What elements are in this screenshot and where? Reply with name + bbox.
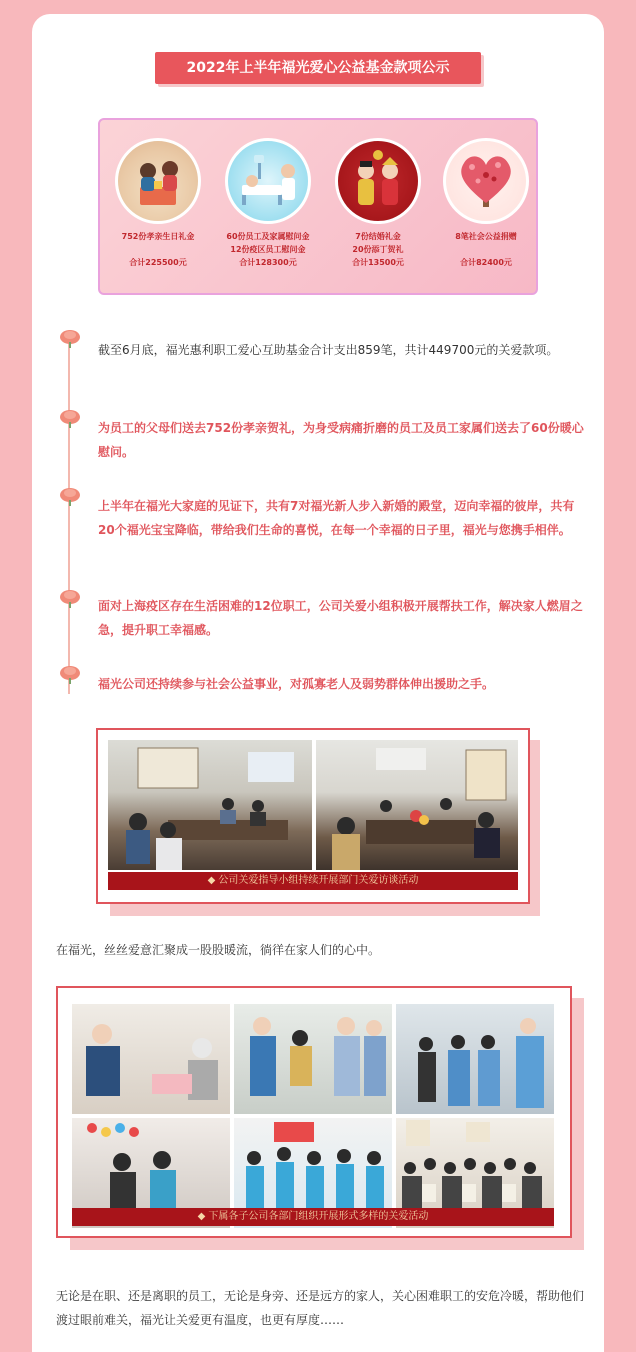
heart-tree-illustration-icon bbox=[443, 138, 529, 224]
wedding-couple-illustration-icon bbox=[335, 138, 421, 224]
summary-item-line2: 20份添丁贺礼 bbox=[352, 245, 404, 254]
meeting-photo-1 bbox=[108, 740, 312, 870]
page-title: 2022年上半年福光爱心公益基金款项公示 bbox=[155, 52, 481, 84]
summary-item-donation bbox=[436, 138, 536, 269]
summary-item-line1: 752份孝亲生日礼金 bbox=[121, 232, 195, 241]
carnation-icon bbox=[59, 664, 81, 684]
activity-photo-1 bbox=[72, 1004, 230, 1114]
carnation-icon bbox=[59, 408, 81, 428]
fund-summary-panel bbox=[98, 118, 538, 295]
activity-photo-2 bbox=[234, 1004, 392, 1114]
summary-item-total: 合计128300元 bbox=[239, 258, 297, 267]
carnation-icon bbox=[59, 328, 81, 348]
paragraph-closing: 无论是在职、还是离职的员工，无论是身旁、还是远方的家人，关心困难职工的安危冷暖，帮助他们渡过眼前难关，福光让关爱更有温度，也更有厚度…… bbox=[56, 1289, 585, 1327]
summary-item-total: 合计225500元 bbox=[129, 258, 187, 267]
meeting-photo-2 bbox=[316, 740, 518, 870]
summary-item-total: 合计82400元 bbox=[460, 258, 512, 267]
paragraph-weddings: 上半年在福光大家庭的见证下，共有7对福光新人步入新婚的殿堂，迈向幸福的彼岸，共有20个福光宝宝降临，带给我们生命的喜悦，在每一个幸福的日子里，福光与您携手相伴。 bbox=[98, 499, 575, 537]
timeline-line bbox=[68, 336, 70, 694]
photo-caption-visits: ◆ 公司关爱指导小组持续开展部门关爱访谈活动 bbox=[108, 872, 518, 890]
summary-item-line2 bbox=[108, 243, 208, 256]
carnation-icon bbox=[59, 588, 81, 608]
birthday-gift-illustration-icon bbox=[115, 138, 201, 224]
summary-item-line2 bbox=[436, 243, 536, 256]
summary-item-line1: 8笔社会公益捐赠 bbox=[455, 232, 517, 241]
paragraph-total-expense: 截至6月底，福光惠利职工爱心互助基金合计支出859笔，共计449700元的关爱款项。 bbox=[98, 343, 559, 357]
paragraph-shanghai-aid: 面对上海疫区存在生活困难的12位职工，公司关爱小组积极开展帮扶工作，解决家人燃眉之急，提升职工幸福感。 bbox=[98, 599, 583, 637]
summary-item-wedding bbox=[328, 138, 428, 269]
paragraph-warmth: 在福光，丝丝爱意汇聚成一股股暖流，徜徉在家人们的心中。 bbox=[56, 943, 381, 957]
summary-item-condolence bbox=[218, 138, 318, 269]
summary-item-total: 合计13500元 bbox=[352, 258, 404, 267]
summary-item-line1: 7份结婚礼金 bbox=[355, 232, 401, 241]
summary-item-line2: 12份疫区员工慰问金 bbox=[230, 245, 306, 254]
summary-item-birthday bbox=[108, 138, 208, 269]
activity-photo-3 bbox=[396, 1004, 554, 1114]
paragraph-gifts: 为员工的父母们送去752份孝亲贺礼，为身受病痛折磨的员工及员工家属们送去了60份暖心慰问。 bbox=[98, 421, 584, 459]
carnation-icon bbox=[59, 486, 81, 506]
photo-caption-activities: ◆ 下属各子公司各部门组织开展形式多样的关爱活动 bbox=[72, 1208, 554, 1226]
paragraph-public-welfare: 福光公司还持续参与社会公益事业，对孤寡老人及弱势群体伸出援助之手。 bbox=[98, 677, 495, 691]
summary-item-line1: 60份员工及家属慰问金 bbox=[226, 232, 310, 241]
hospital-visit-illustration-icon bbox=[225, 138, 311, 224]
